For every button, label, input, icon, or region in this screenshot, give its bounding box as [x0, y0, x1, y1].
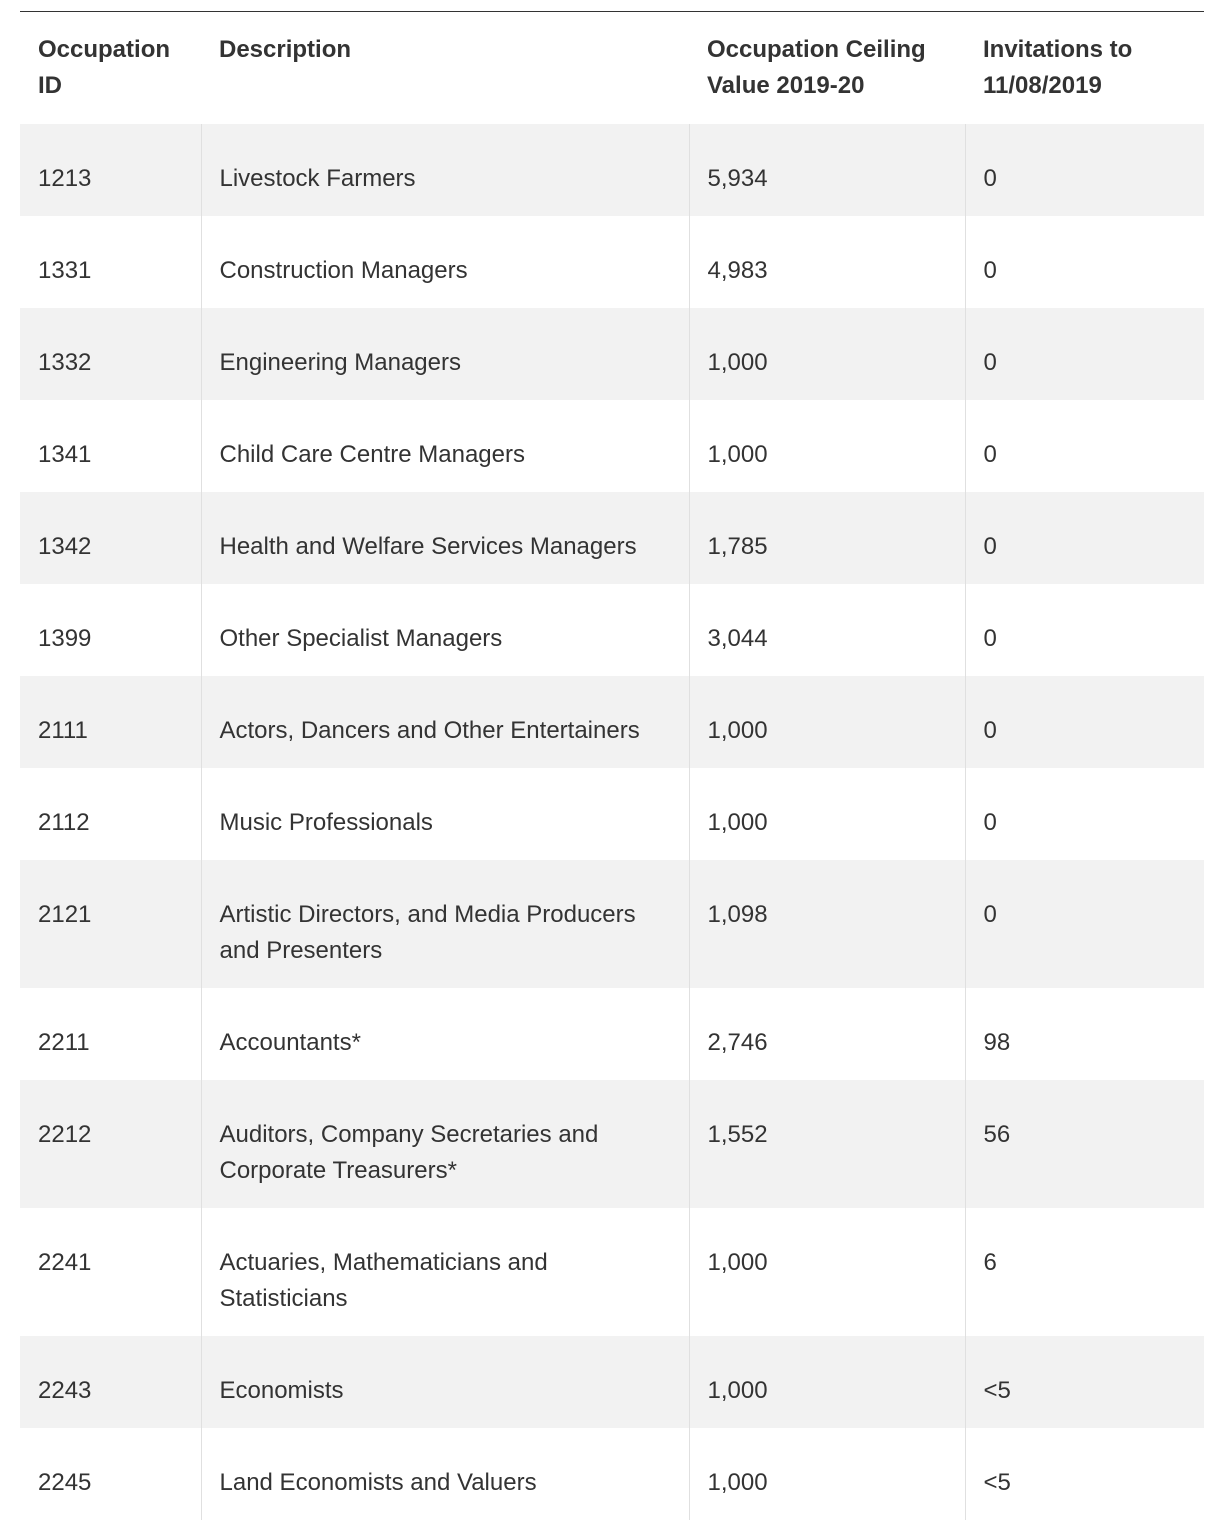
occupation-ceiling-table-container — [20, 11, 1204, 1520]
occupation-ceiling-table — [20, 12, 1204, 1520]
cell-invitations: 0 — [965, 216, 1204, 308]
cell-description: Construction Managers — [201, 216, 689, 308]
cell-description: Health and Welfare Services Managers — [201, 492, 689, 584]
cell-invitations: <5 — [965, 1336, 1204, 1428]
cell-invitations: 0 — [965, 676, 1204, 768]
cell-description: Auditors, Company Secretaries and Corporate Treasurers* — [201, 1080, 689, 1208]
cell-occupation-id: 2245 — [20, 1428, 201, 1520]
cell-occupation-id: 2211 — [20, 988, 201, 1080]
cell-occupation-id: 2243 — [20, 1336, 201, 1428]
cell-ceiling-value: 5,934 — [689, 124, 965, 216]
cell-invitations: 0 — [965, 492, 1204, 584]
cell-invitations: 98 — [965, 988, 1204, 1080]
header-occupation-id: Occupation ID — [20, 12, 201, 124]
table-row — [20, 1208, 1204, 1336]
table-row — [20, 676, 1204, 768]
cell-description: Accountants* — [201, 988, 689, 1080]
cell-ceiling-value: 1,000 — [689, 400, 965, 492]
cell-ceiling-value: 4,983 — [689, 216, 965, 308]
cell-occupation-id: 1331 — [20, 216, 201, 308]
table-body — [20, 124, 1204, 1520]
table-row — [20, 308, 1204, 400]
cell-ceiling-value: 1,000 — [689, 1208, 965, 1336]
cell-occupation-id: 2111 — [20, 676, 201, 768]
table-row — [20, 768, 1204, 860]
cell-ceiling-value: 1,552 — [689, 1080, 965, 1208]
cell-invitations: 0 — [965, 400, 1204, 492]
header-invitations: Invitations to 11/08/2019 — [965, 12, 1204, 124]
table-row — [20, 988, 1204, 1080]
cell-description: Other Specialist Managers — [201, 584, 689, 676]
cell-occupation-id: 1213 — [20, 124, 201, 216]
table-row — [20, 1080, 1204, 1208]
cell-description: Livestock Farmers — [201, 124, 689, 216]
table-row — [20, 1428, 1204, 1520]
cell-description: Music Professionals — [201, 768, 689, 860]
cell-invitations: 0 — [965, 308, 1204, 400]
cell-description: Economists — [201, 1336, 689, 1428]
table-header — [20, 12, 1204, 124]
cell-description: Actors, Dancers and Other Entertainers — [201, 676, 689, 768]
cell-ceiling-value: 1,000 — [689, 676, 965, 768]
cell-ceiling-value: 1,000 — [689, 1336, 965, 1428]
cell-ceiling-value: 2,746 — [689, 988, 965, 1080]
table-row — [20, 584, 1204, 676]
cell-ceiling-value: 1,000 — [689, 1428, 965, 1520]
cell-occupation-id: 2212 — [20, 1080, 201, 1208]
cell-ceiling-value: 1,000 — [689, 308, 965, 400]
cell-occupation-id: 1341 — [20, 400, 201, 492]
cell-occupation-id: 1332 — [20, 308, 201, 400]
cell-occupation-id: 1399 — [20, 584, 201, 676]
table-row — [20, 124, 1204, 216]
cell-occupation-id: 1342 — [20, 492, 201, 584]
cell-ceiling-value: 1,000 — [689, 768, 965, 860]
table-row — [20, 400, 1204, 492]
cell-occupation-id: 2112 — [20, 768, 201, 860]
cell-invitations: 0 — [965, 584, 1204, 676]
cell-description: Child Care Centre Managers — [201, 400, 689, 492]
cell-description: Land Economists and Valuers — [201, 1428, 689, 1520]
table-row — [20, 216, 1204, 308]
cell-invitations: 0 — [965, 768, 1204, 860]
table-row — [20, 860, 1204, 988]
cell-occupation-id: 2121 — [20, 860, 201, 988]
cell-ceiling-value: 3,044 — [689, 584, 965, 676]
cell-invitations: 0 — [965, 860, 1204, 988]
cell-ceiling-value: 1,785 — [689, 492, 965, 584]
table-row — [20, 492, 1204, 584]
cell-ceiling-value: 1,098 — [689, 860, 965, 988]
cell-invitations: 56 — [965, 1080, 1204, 1208]
header-description: Description — [201, 12, 689, 124]
table-row — [20, 1336, 1204, 1428]
cell-invitations: 0 — [965, 124, 1204, 216]
cell-description: Actuaries, Mathematicians and Statisticians — [201, 1208, 689, 1336]
cell-description: Artistic Directors, and Media Producers and Presenters — [201, 860, 689, 988]
header-ceiling-value: Occupation Ceiling Value 2019-20 — [689, 12, 965, 124]
cell-description: Engineering Managers — [201, 308, 689, 400]
cell-invitations: 6 — [965, 1208, 1204, 1336]
cell-invitations: <5 — [965, 1428, 1204, 1520]
cell-occupation-id: 2241 — [20, 1208, 201, 1336]
header-row — [20, 12, 1204, 124]
